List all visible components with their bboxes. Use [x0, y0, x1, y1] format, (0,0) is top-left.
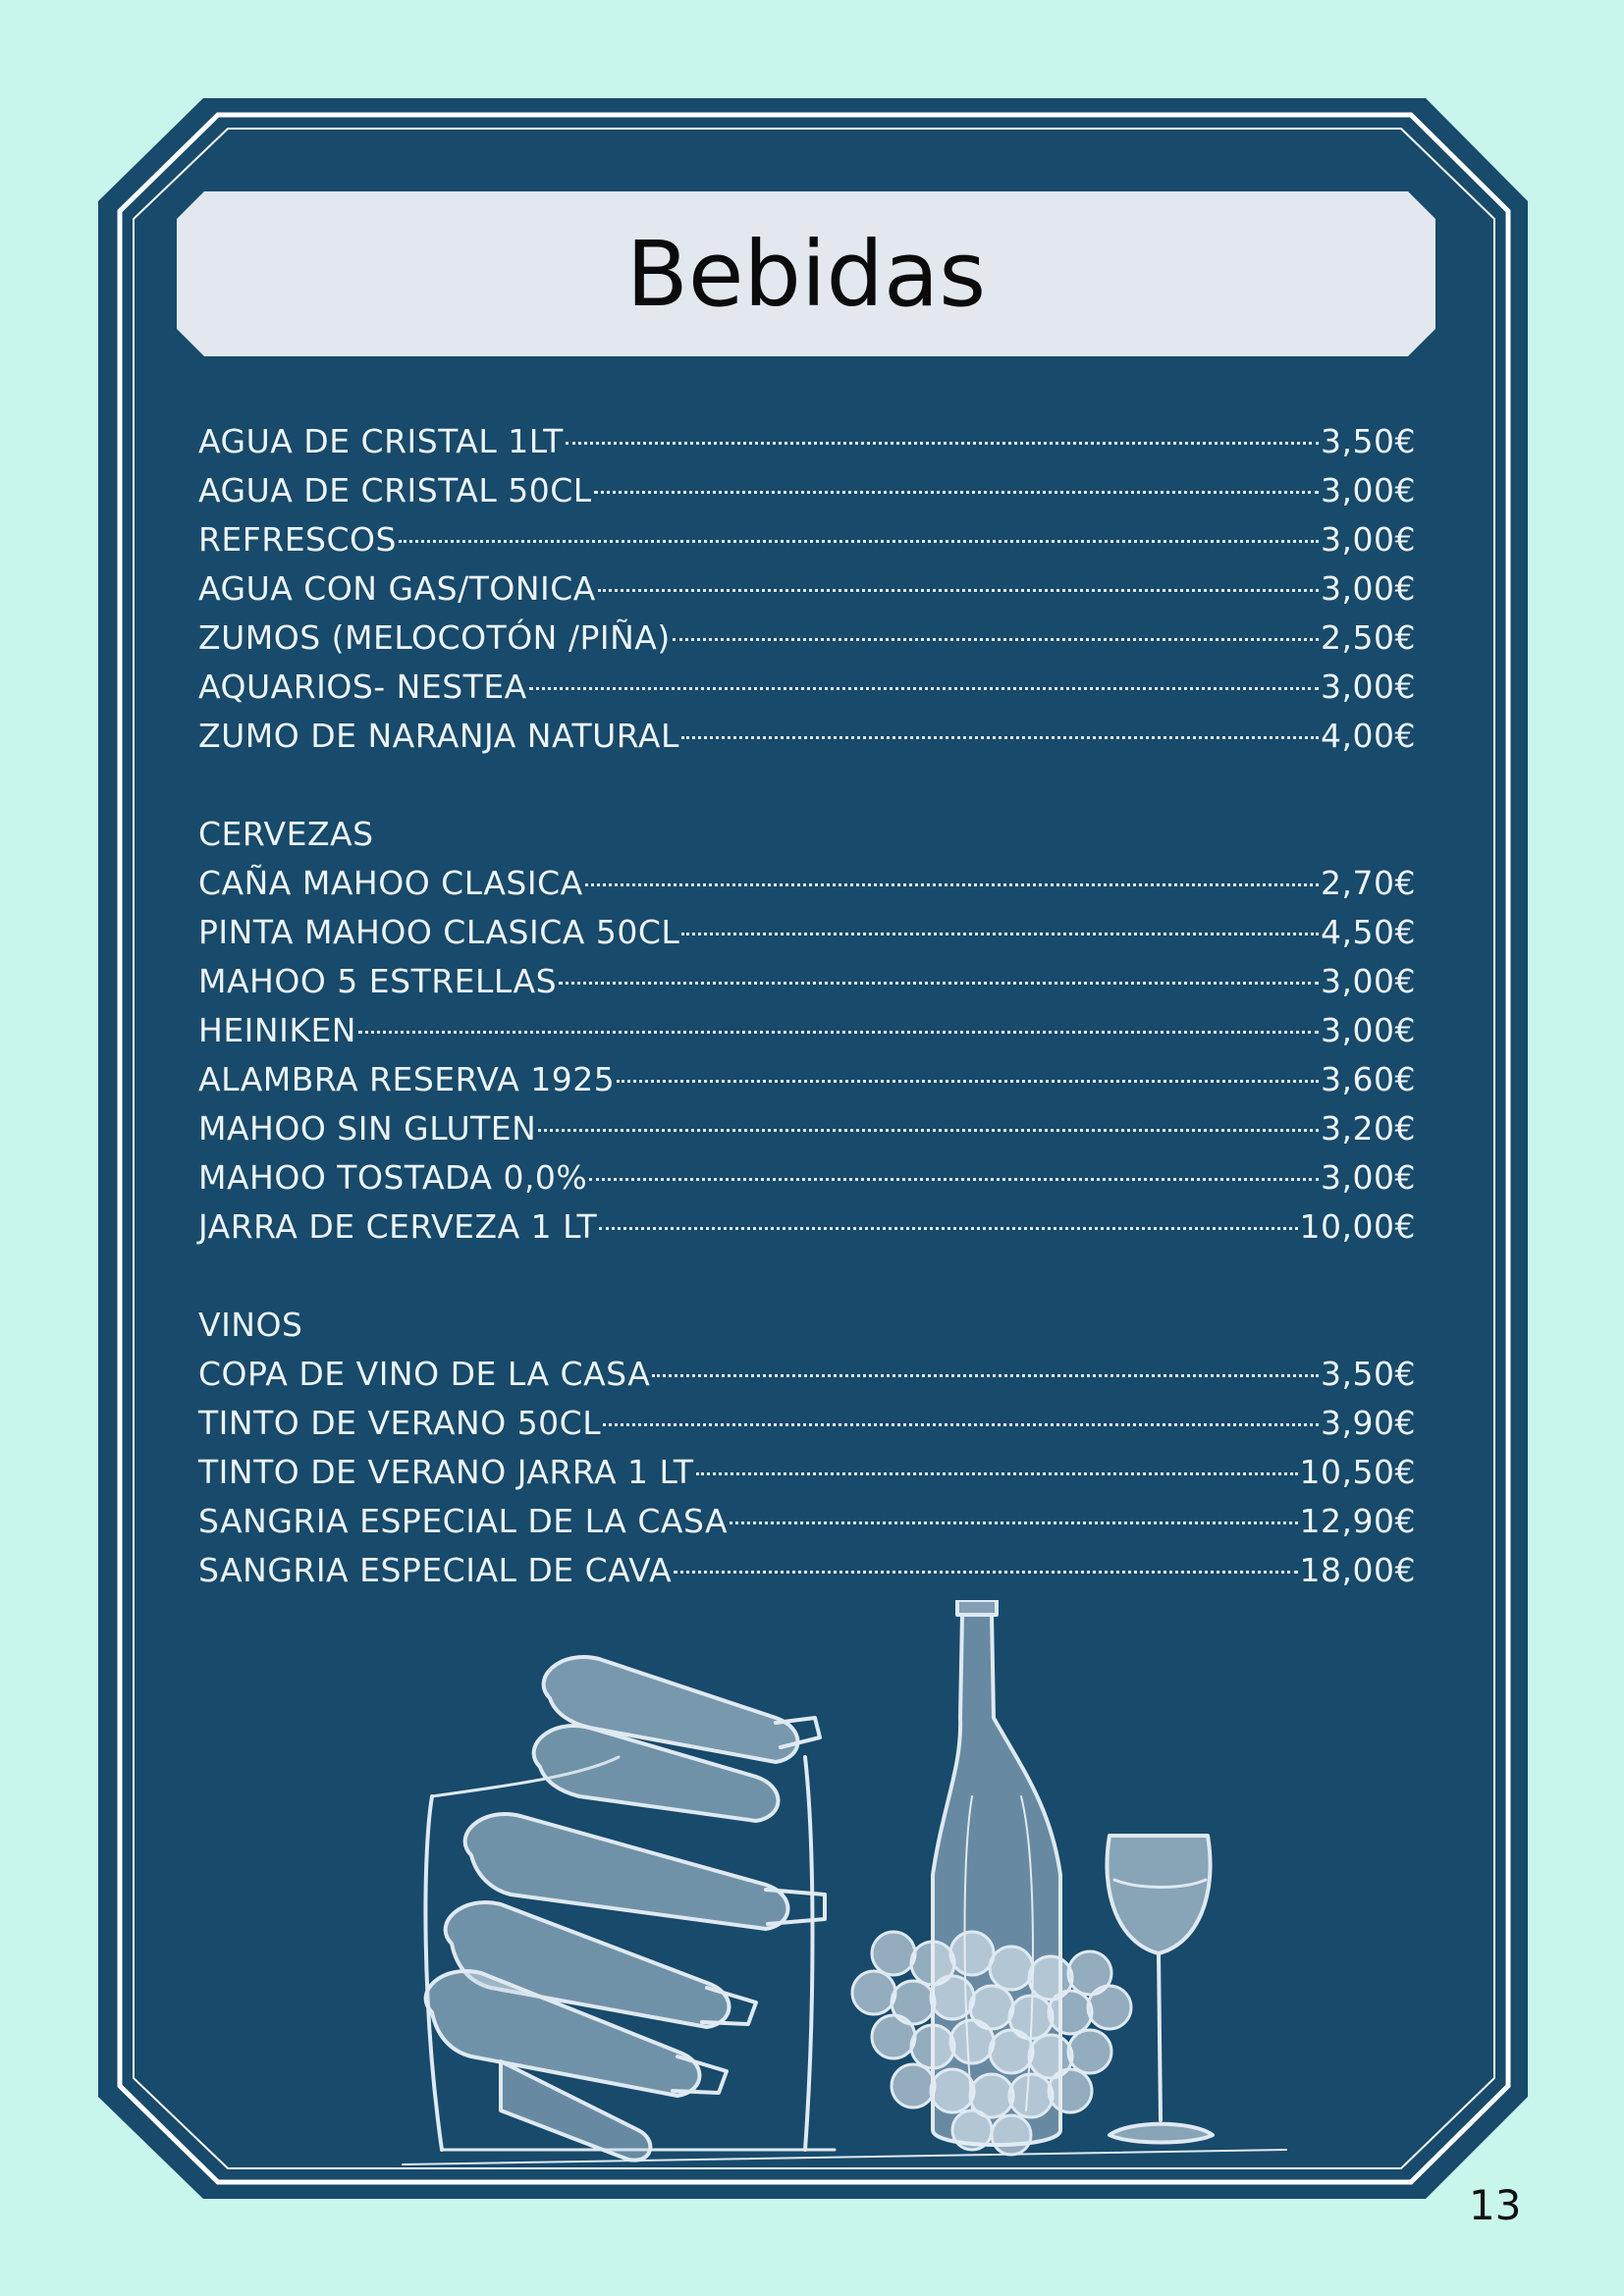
- item-price: 3,00€: [1321, 520, 1416, 559]
- item-name: MAHOO SIN GLUTEN: [198, 1109, 537, 1148]
- menu-item: [198, 1006, 1416, 1055]
- item-name: MAHOO TOSTADA 0,0%: [198, 1158, 588, 1197]
- dot-leader: [603, 1423, 1319, 1426]
- menu-item: [198, 908, 1416, 957]
- dot-leader: [617, 1080, 1319, 1083]
- menu-item: [198, 1448, 1416, 1497]
- dot-leader: [652, 1374, 1319, 1377]
- item-name: TINTO DE VERANO JARRA 1 LT: [198, 1453, 694, 1491]
- dot-leader: [594, 491, 1319, 494]
- item-price: 2,70€: [1321, 864, 1416, 902]
- item-price: 3,20€: [1321, 1109, 1416, 1148]
- title-banner: [177, 191, 1435, 356]
- menu-item: [198, 1350, 1416, 1399]
- dot-leader: [674, 1571, 1297, 1574]
- dot-leader: [681, 736, 1319, 739]
- item-price: 3,60€: [1321, 1060, 1416, 1098]
- item-price: 2,50€: [1321, 618, 1416, 657]
- item-price: 3,00€: [1321, 1011, 1416, 1049]
- item-price: 3,00€: [1321, 667, 1416, 706]
- item-name: PINTA MAHOO CLASICA 50CL: [198, 913, 680, 951]
- item-price: 10,00€: [1299, 1207, 1416, 1246]
- menu-item: [198, 1497, 1416, 1546]
- item-price: 12,90€: [1299, 1502, 1416, 1540]
- item-name: JARRA DE CERVEZA 1 LT: [198, 1207, 598, 1246]
- menu-item: [198, 1399, 1416, 1448]
- item-name: REFRESCOS: [198, 520, 397, 559]
- menu-item: [198, 614, 1416, 663]
- item-name: MAHOO 5 ESTRELLAS: [198, 962, 558, 1000]
- item-name: ZUMOS (MELOCOTÓN /PIÑA): [198, 618, 671, 657]
- dot-leader: [529, 687, 1319, 690]
- item-price: 3,00€: [1321, 962, 1416, 1000]
- item-price: 10,50€: [1299, 1453, 1416, 1491]
- item-name: SANGRIA ESPECIAL DE LA CASA: [198, 1502, 729, 1540]
- item-name: AGUA DE CRISTAL 50CL: [198, 471, 592, 509]
- menu-item: [198, 417, 1416, 466]
- item-price: 18,00€: [1299, 1551, 1416, 1589]
- dot-leader: [681, 933, 1319, 935]
- dot-leader: [673, 638, 1319, 641]
- dot-leader: [399, 540, 1319, 543]
- drinks-menu: [198, 417, 1416, 1595]
- menu-item: [198, 1055, 1416, 1104]
- item-price: 3,00€: [1321, 1158, 1416, 1197]
- dot-leader: [538, 1129, 1319, 1132]
- menu-item: [198, 1546, 1416, 1595]
- menu-item: [198, 564, 1416, 614]
- item-price: 4,50€: [1321, 913, 1416, 951]
- dot-leader: [599, 1227, 1297, 1230]
- item-price: 3,00€: [1321, 471, 1416, 509]
- item-name: COPA DE VINO DE LA CASA: [198, 1355, 651, 1393]
- section-spacer: [198, 1252, 1416, 1301]
- item-name: AQUARIOS- NESTEA: [198, 667, 527, 706]
- item-price: 3,00€: [1321, 569, 1416, 608]
- item-price: 4,00€: [1321, 717, 1416, 755]
- item-name: ZUMO DE NARANJA NATURAL: [198, 717, 679, 755]
- section-heading-cervezas: CERVEZAS: [198, 815, 374, 853]
- dot-leader: [358, 1031, 1319, 1034]
- dot-leader: [566, 442, 1319, 445]
- menu-item: [198, 859, 1416, 908]
- item-price: 3,50€: [1321, 422, 1416, 460]
- item-name: HEINIKEN: [198, 1011, 356, 1049]
- section-spacer: [198, 761, 1416, 810]
- menu-item: [198, 1202, 1416, 1252]
- item-price: 3,50€: [1321, 1355, 1416, 1393]
- item-name: SANGRIA ESPECIAL DE CAVA: [198, 1551, 673, 1589]
- item-name: AGUA CON GAS/TONICA: [198, 569, 596, 608]
- menu-item: [198, 466, 1416, 515]
- page-title: Bebidas: [625, 221, 987, 327]
- menu-item: [198, 515, 1416, 564]
- item-name: TINTO DE VERANO 50CL: [198, 1404, 602, 1442]
- menu-item: [198, 1153, 1416, 1202]
- section-heading-vinos: VINOS: [198, 1306, 303, 1344]
- item-name: ALAMBRA RESERVA 1925: [198, 1060, 616, 1098]
- item-price: 3,90€: [1321, 1404, 1416, 1442]
- wine-still-life-icon: [383, 1600, 1306, 2179]
- menu-item: [198, 712, 1416, 761]
- menu-item: [198, 1104, 1416, 1153]
- item-name: CAÑA MAHOO CLASICA: [198, 864, 583, 902]
- dot-leader: [589, 1178, 1319, 1181]
- dot-leader: [598, 589, 1319, 592]
- dot-leader: [559, 982, 1319, 985]
- item-name: AGUA DE CRISTAL 1LT: [198, 422, 564, 460]
- menu-item: [198, 957, 1416, 1006]
- dot-leader: [585, 883, 1319, 886]
- menu-item: [198, 663, 1416, 712]
- dot-leader: [696, 1472, 1298, 1475]
- dot-leader: [730, 1522, 1297, 1524]
- page-number: 13: [1469, 2181, 1522, 2229]
